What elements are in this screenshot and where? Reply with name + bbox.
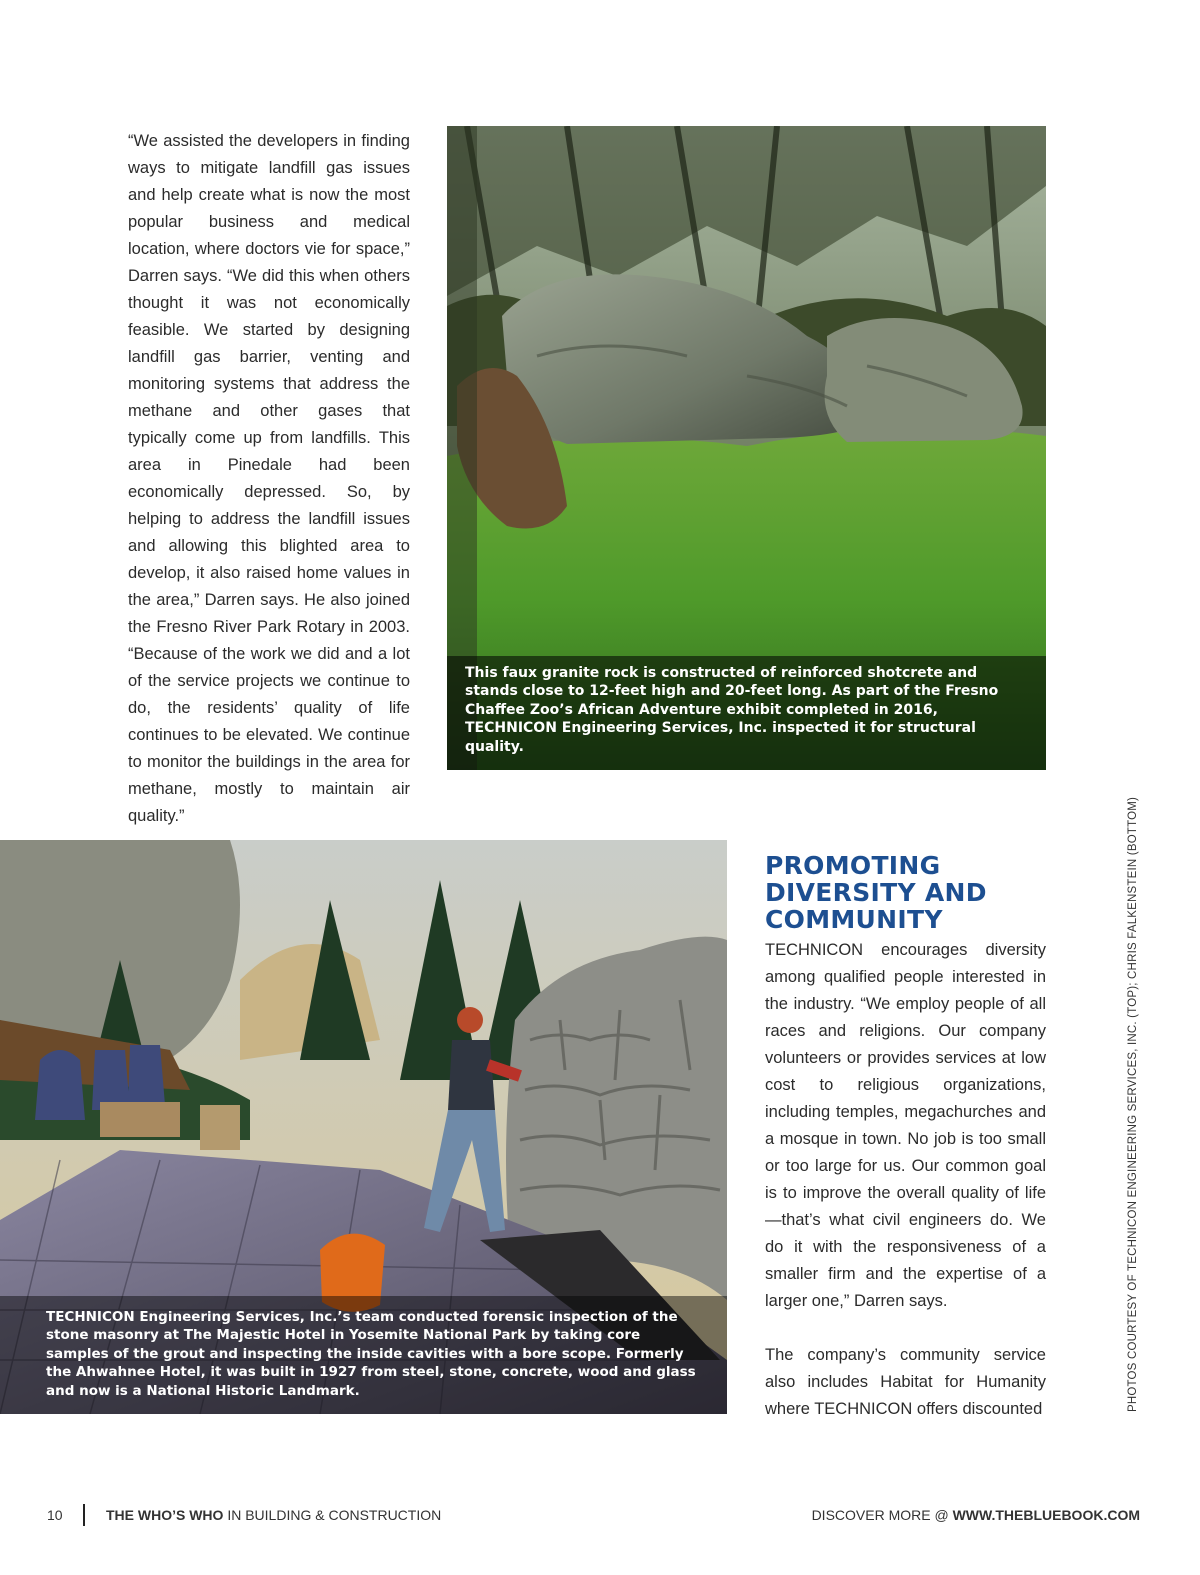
left-column-text: “We assisted the developers in finding ways to mitigate landfill gas issues and help create what is now the most popular business and medical location, where doctors vie for space,” Darren says. “We did this when others thought it was not economically feasible. We started by designing landfill gas barrier, venting and monitoring systems that address the methane and other gases that typically come up from landfills. This area in Pinedale had been economically depressed. So, by helping to address the landfill issues and allowing this blighted area to develop, it also raised home values in the area,” Darren says. He also joined the Fresno River Park Rotary in 2003. “Because of the work we did and a lot of the service projects we continue to do, the residents’ quality of life continues to be elevated. We continue to monitor the buildings in the area for methane, mostly to maintain air quality.” [128,132,410,825]
publication-title-bold: THE WHO’S WHO [106,1507,224,1523]
page-number: 10 [47,1507,63,1523]
photo-bottom-caption: TECHNICON Engineering Services, Inc.’s team conducted forensic inspection of the stone masonry at The Majestic Hotel in Yosemite National Park by taking core samples of the grout and inspecting the inside cavities with a bore scope. Formerly the Ahwahnee Hotel, it was built in 1927 from steel, stone, concrete, wood and glass and now is a National Historic Landmark. [0,1296,727,1415]
footer-divider [83,1504,85,1526]
discover-more [812,1507,1140,1523]
right-paragraph-1: TECHNICON encourages diversity among qualified people interested in the industry. “We employ people of all races and religions. Our company volunteers or provides services at low cost to religious organizations, including temples, megachurches and a mosque in town. No job is too small or too large for us. Our common goal is to improve the overall quality of life—that’s what civil engineers do. We do it with the responsiveness of a smaller firm and the expertise of a larger one,” Darren says. [765,941,1046,1310]
photo-credit: PHOTOS COURTESY OF TECHNICON ENGINEERING SERVICES, INC. (TOP); CHRIS FALKENSTEIN (BOTTOM) [1127,796,1139,1412]
publication-title-rest: IN BUILDING & CONSTRUCTION [223,1507,442,1523]
publication-title [106,1507,441,1523]
photo-faux-granite-rock [447,126,1046,770]
section-heading: PROMOTING DIVERSITY AND COMMUNITY [765,851,987,934]
discover-url-link[interactable]: WWW.THEBLUEBOOK.COM [952,1507,1140,1523]
photo-top-caption: This faux granite rock is constructed of reinforced shotcrete and stands close to 12-feet high and 20-feet long. As part of the Fresno Chaffee Zoo’s African Adventure exhibit completed in 2016, TECHNICON Engineering Services, Inc. inspected it for structural quality. [447,656,1046,771]
page-footer [47,1500,1140,1530]
discover-label: DISCOVER MORE @ [811,1507,953,1523]
right-column [765,852,1046,1423]
left-column [128,128,410,830]
photo-majestic-hotel-inspection [0,840,727,1414]
right-paragraph-2: The company’s community service also includes Habitat for Humanity where TECHNICON offers discounted [765,1346,1046,1418]
